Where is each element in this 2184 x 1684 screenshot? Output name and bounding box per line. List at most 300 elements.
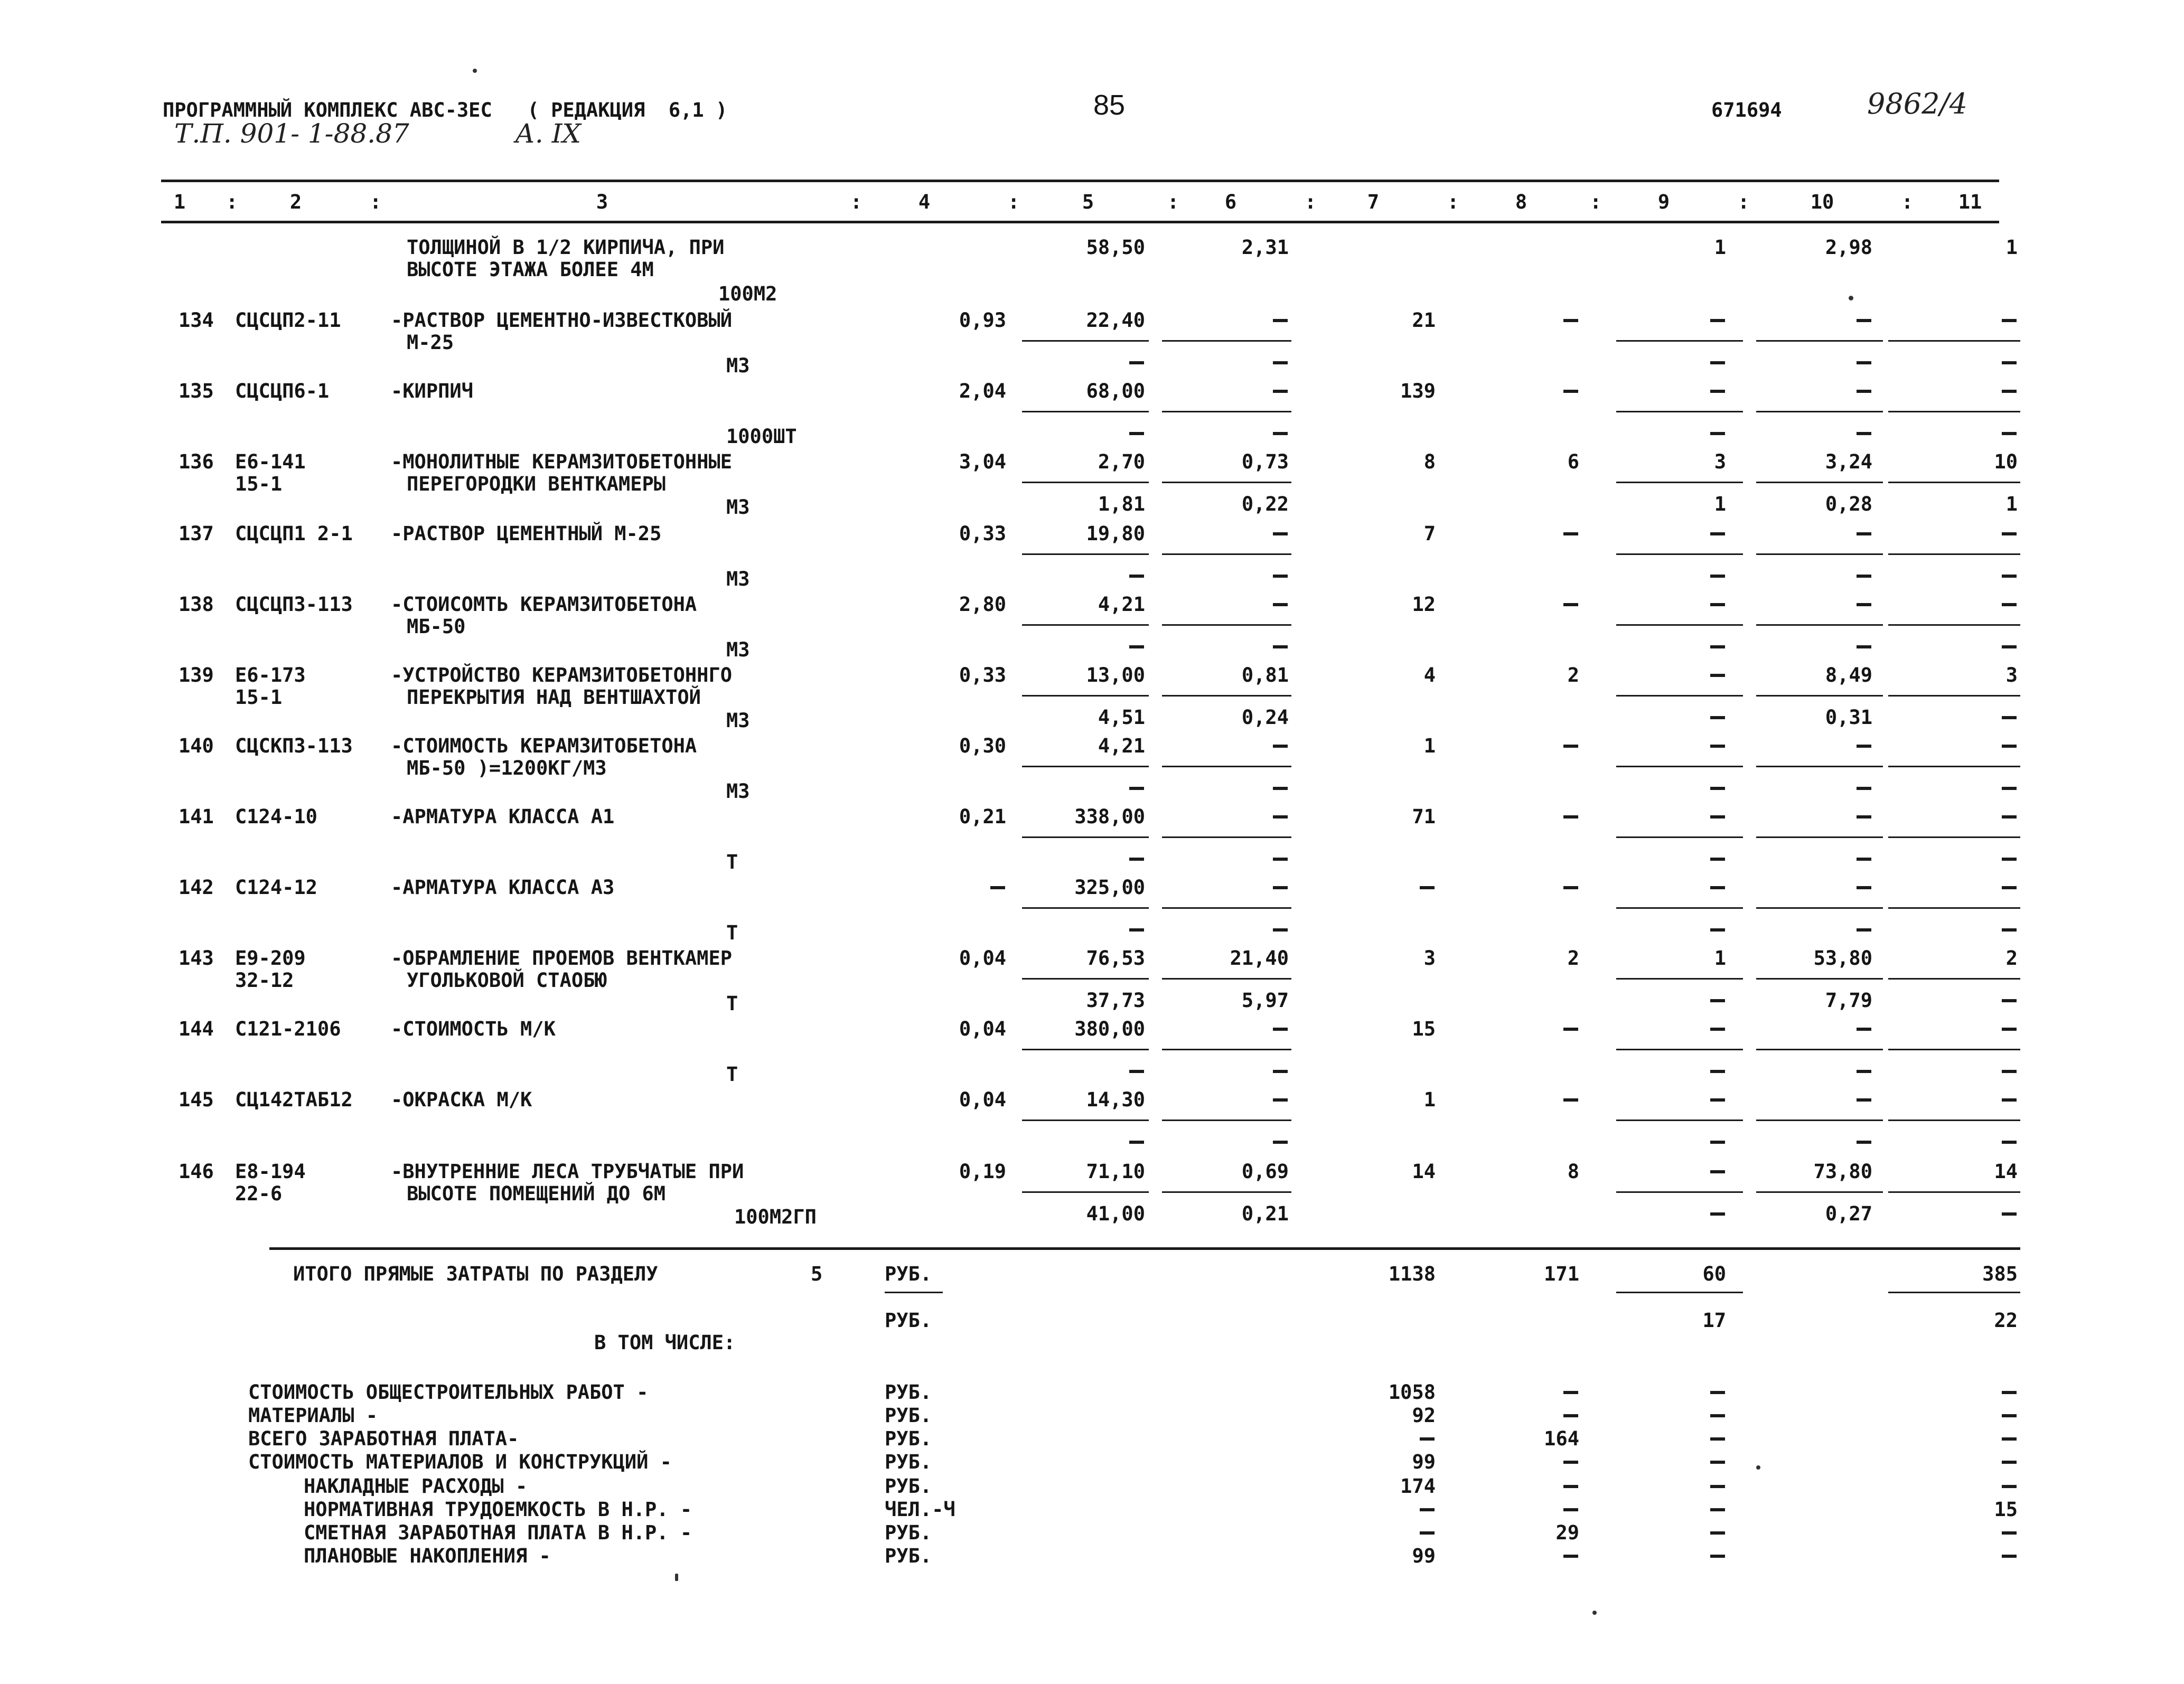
cell-underline [1756, 411, 1883, 412]
labor-col10-dash [1857, 390, 1871, 393]
breakdown-col9-dash [1710, 1508, 1725, 1511]
handwritten-album: А. IX [515, 118, 581, 149]
column-separator: : [226, 191, 238, 213]
labor-col11-dash [2002, 1028, 2017, 1031]
unit-operation-wages-dash [1273, 928, 1288, 932]
row-number: 143 [179, 947, 214, 970]
cell-underline [1756, 978, 1883, 980]
labor-col11-second: 1 [2005, 493, 2018, 515]
labor-col10-second: 7,79 [1825, 989, 1872, 1012]
labor-col9-dash [1710, 674, 1725, 677]
work-description: ПЕРЕКРЫТИЯ НАД ВЕНТШАХТОЙ [407, 686, 701, 709]
totals-col9: 60 [1702, 1263, 1726, 1285]
unit-cost: 4,21 [1098, 735, 1145, 757]
labor-col10-dash [1857, 886, 1871, 889]
total-operation-cost-dash [1563, 319, 1578, 322]
unit-cost-wages-dash [1129, 361, 1144, 364]
breakdown-col11-dash [2002, 1555, 2017, 1558]
cell-underline [1616, 624, 1743, 626]
unit-of-measure: Т [726, 851, 738, 873]
cell-underline [1616, 1049, 1743, 1050]
breakdown-col11: 15 [1994, 1498, 2018, 1521]
labor-col9-dash [1710, 886, 1725, 889]
rate-code: СЦСЦП3-113 [235, 593, 353, 616]
scan-speck [1592, 1611, 1597, 1615]
unit-of-measure: М3 [726, 354, 750, 377]
row-number: 141 [179, 805, 214, 828]
labor-col9: 1 [1714, 947, 1726, 970]
unit-cost-wages-dash [1129, 858, 1144, 861]
breakdown-col7: 99 [1412, 1451, 1436, 1473]
total-cost: 8 [1423, 450, 1436, 473]
column-number-8: 8 [1515, 191, 1527, 213]
work-description: -ВНУТРЕННИЕ ЛЕСА ТРУБЧАТЫЕ ПРИ [391, 1160, 744, 1183]
labor-col10-second-dash [1857, 787, 1871, 790]
work-description: -МОНОЛИТНЫЕ КЕРАМЗИТОБЕТОННЫЕ [391, 450, 733, 473]
labor-col9-second-dash [1710, 361, 1725, 364]
total-cost: 14 [1412, 1160, 1436, 1183]
labor-col9-dash [1710, 603, 1725, 606]
unit-operation-wages: 0,22 [1241, 493, 1289, 515]
column-number-10: 10 [1810, 191, 1834, 213]
total-cost: 15 [1412, 1018, 1436, 1040]
labor-col10-second: 0,27 [1825, 1202, 1872, 1225]
cell-underline [1022, 1191, 1149, 1193]
rate-code-sub: 22-6 [235, 1182, 283, 1205]
carry-over-col6: 2,31 [1241, 236, 1289, 259]
row-number: 134 [179, 309, 214, 332]
cell-underline [1756, 553, 1883, 555]
labor-col10-second-dash [1857, 928, 1871, 932]
breakdown-col8-dash [1563, 1461, 1578, 1464]
total-cost: 12 [1412, 593, 1436, 616]
carry-over-col5: 58,50 [1086, 236, 1145, 259]
totals-col11-second: 22 [1994, 1309, 2018, 1332]
cell-underline [1022, 1049, 1149, 1050]
cell-underline [1756, 836, 1883, 838]
unit-cost: 325,00 [1074, 876, 1145, 899]
cell-underline [1888, 1191, 2020, 1193]
breakdown-col8: 29 [1555, 1521, 1579, 1544]
total-operation-cost: 2 [1567, 664, 1579, 686]
unit-operation-wages-dash [1273, 645, 1288, 648]
breakdown-label: МАТЕРИАЛЫ - [248, 1404, 378, 1427]
cell-underline [1162, 1049, 1291, 1050]
breakdown-col7-dash [1420, 1437, 1435, 1441]
labor-col10-second-dash [1857, 858, 1871, 861]
column-number-6: 6 [1224, 191, 1237, 213]
breakdown-col9-dash [1710, 1414, 1725, 1417]
cell-underline [1756, 482, 1883, 483]
cell-underline [1616, 411, 1743, 412]
labor-col10-second-dash [1857, 1070, 1871, 1073]
work-description: -АРМАТУРА КЛАССА А3 [391, 876, 615, 899]
labor-col9-second-dash [1710, 858, 1725, 861]
labor-col9-second-dash [1710, 787, 1725, 790]
cell-underline [1616, 695, 1743, 697]
breakdown-unit: РУБ. [885, 1475, 932, 1498]
including-heading: В ТОМ ЧИСЛЕ: [594, 1331, 736, 1354]
totals-section: 5 [811, 1263, 823, 1285]
labor-col10-dash [1857, 745, 1871, 748]
cell-underline [1616, 836, 1743, 838]
labor-col9-second-dash [1710, 999, 1725, 1002]
carry-over-desc: ТОЛЩИНОЙ В 1/2 КИРПИЧА, ПРИ [407, 236, 725, 259]
work-description: -РАСТВОР ЦЕМЕНТНО-ИЗВЕСТКОВЫЙ [391, 309, 733, 332]
labor-col10: 73,80 [1813, 1160, 1872, 1183]
breakdown-col11-dash [2002, 1391, 2017, 1394]
breakdown-col7: 1058 [1388, 1381, 1436, 1404]
labor-col9-second-dash [1710, 645, 1725, 648]
labor-col9-dash [1710, 745, 1725, 748]
total-cost: 1 [1423, 735, 1436, 757]
cell-underline [1616, 553, 1743, 555]
rate-code: С121-2106 [235, 1018, 341, 1040]
unit-cost-wages: 1,81 [1098, 493, 1145, 515]
unit-cost: 76,53 [1086, 947, 1145, 970]
labor-col11: 14 [1994, 1160, 2018, 1183]
labor-col9-dash [1710, 1028, 1725, 1031]
rate-code: СЦСЦП2-11 [235, 309, 341, 332]
unit-of-measure: М3 [726, 496, 750, 519]
labor-col9-dash [1710, 815, 1725, 819]
cell-underline [1022, 907, 1149, 909]
work-description: -РАСТВОР ЦЕМЕНТНЫЙ М-25 [391, 522, 662, 545]
labor-col10-second-dash [1857, 575, 1871, 578]
breakdown-col7: 92 [1412, 1404, 1436, 1427]
total-operation-cost: 2 [1567, 947, 1579, 970]
breakdown-unit: РУБ. [885, 1521, 932, 1544]
cell-underline [1022, 340, 1149, 342]
unit-cost-wages: 37,73 [1086, 989, 1145, 1012]
quantity: 0,30 [959, 735, 1006, 757]
labor-col9-second: 1 [1714, 493, 1726, 515]
unit-cost: 14,30 [1086, 1088, 1145, 1111]
unit-operation-wages-dash [1273, 1070, 1288, 1073]
cell-underline [1162, 553, 1291, 555]
breakdown-col7-dash [1420, 1508, 1435, 1511]
carry-over-col11: 1 [2005, 236, 2018, 259]
total-cost: 3 [1423, 947, 1436, 970]
labor-col9-second-dash [1710, 1141, 1725, 1144]
total-operation-cost-dash [1563, 532, 1578, 535]
labor-col9-second-dash [1710, 928, 1725, 932]
cell-underline [1022, 1119, 1149, 1121]
breakdown-col11-dash [2002, 1437, 2017, 1441]
rate-code-sub: 32-12 [235, 969, 294, 992]
quantity: 0,93 [959, 309, 1006, 332]
rate-code: СЦСЦП6-1 [235, 380, 330, 402]
breakdown-label: СТОИМОСТЬ МАТЕРИАЛОВ И КОНСТРУКЦИЙ - [248, 1451, 672, 1473]
unit-operation-wages-dash [1273, 1141, 1288, 1144]
labor-col9-dash [1710, 319, 1725, 322]
cell-underline [1162, 482, 1291, 483]
labor-col9-second-dash [1710, 575, 1725, 578]
labor-col10-dash [1857, 532, 1871, 535]
cell-underline [1022, 836, 1149, 838]
unit-operation-cost-dash [1273, 390, 1288, 393]
unit-operation-cost-dash [1273, 1098, 1288, 1102]
total-operation-cost-dash [1563, 603, 1578, 606]
labor-col9-dash [1710, 1170, 1725, 1173]
cell-underline [1888, 482, 2020, 483]
unit-operation-cost-dash [1273, 319, 1288, 322]
total-cost: 1 [1423, 1088, 1436, 1111]
unit-operation-wages-dash [1273, 787, 1288, 790]
unit-of-measure: Т [726, 921, 738, 944]
rate-code: С124-12 [235, 876, 317, 899]
unit-cost: 2,70 [1098, 450, 1145, 473]
labor-col11-dash [2002, 1098, 2017, 1102]
unit-cost: 4,21 [1098, 593, 1145, 616]
breakdown-col7: 99 [1412, 1545, 1436, 1567]
cell-underline [1756, 340, 1883, 342]
cell-underline [1162, 1119, 1291, 1121]
cell-underline [1888, 907, 2020, 909]
breakdown-unit: ЧЕЛ.-Ч [885, 1498, 955, 1521]
labor-col11-second-dash [2002, 928, 2017, 932]
labor-col9: 3 [1714, 450, 1726, 473]
breakdown-col9-dash [1710, 1555, 1725, 1558]
labor-col10-second-dash [1857, 432, 1871, 435]
carry-over-col10: 2,98 [1825, 236, 1872, 259]
work-description: -АРМАТУРА КЛАССА А1 [391, 805, 615, 828]
unit-operation-cost: 0,69 [1241, 1160, 1289, 1183]
cell-underline [1022, 553, 1149, 555]
rate-code: С124-10 [235, 805, 317, 828]
breakdown-label: СТОИМОСТЬ ОБЩЕСТРОИТЕЛЬНЫХ РАБОТ - [248, 1381, 649, 1404]
quantity: 0,19 [959, 1160, 1006, 1183]
labor-col9-dash [1710, 390, 1725, 393]
totals-col7: 1138 [1388, 1263, 1436, 1285]
labor-col11-dash [2002, 319, 2017, 322]
cell-underline [1022, 766, 1149, 767]
unit-of-measure: М3 [726, 638, 750, 661]
labor-col10-dash [1857, 815, 1871, 819]
labor-col11-dash [2002, 532, 2017, 535]
rate-code-sub: 15-1 [235, 686, 283, 709]
cell-underline [1888, 411, 2020, 412]
column-number-4: 4 [918, 191, 931, 213]
cell-underline [1888, 1049, 2020, 1050]
labor-col11: 2 [2005, 947, 2018, 970]
row-number: 139 [179, 664, 214, 686]
labor-col11-second-dash [2002, 716, 2017, 719]
cell-underline [1616, 978, 1743, 980]
rate-code: Е6-141 [235, 450, 306, 473]
rate-code: СЦСЦП1 2-1 [235, 522, 353, 545]
rate-code: Е9-209 [235, 947, 306, 970]
totals-col9-second: 17 [1702, 1309, 1726, 1332]
cell-underline [1022, 978, 1149, 980]
column-number-7: 7 [1367, 191, 1380, 213]
cell-underline [1162, 340, 1291, 342]
column-separator: : [1305, 191, 1317, 213]
breakdown-col9-dash [1710, 1531, 1725, 1535]
cell-underline [1888, 553, 2020, 555]
total-operation-cost-dash [1563, 390, 1578, 393]
labor-col10-dash [1857, 1098, 1871, 1102]
column-separator: : [1590, 191, 1602, 213]
labor-col11-second-dash [2002, 858, 2017, 861]
labor-col11-second-dash [2002, 361, 2017, 364]
rate-code: Е6-173 [235, 664, 306, 686]
rate-code-sub: 15-1 [235, 473, 283, 495]
scan-speck [1849, 296, 1853, 300]
cell-underline [1616, 340, 1743, 342]
breakdown-col8: 164 [1544, 1427, 1579, 1450]
breakdown-label: СМЕТНАЯ ЗАРАБОТНАЯ ПЛАТА В Н.Р. - [304, 1521, 692, 1544]
unit-cost-wages: 41,00 [1086, 1202, 1145, 1225]
unit-cost-wages-dash [1129, 928, 1144, 932]
unit-cost: 380,00 [1074, 1018, 1145, 1040]
row-number: 144 [179, 1018, 214, 1040]
breakdown-label: НАКЛАДНЫЕ РАСХОДЫ - [304, 1475, 528, 1498]
work-description: -СТОИСОМТЬ КЕРАМЗИТОБЕТОНА [391, 593, 697, 616]
work-description: ВЫСОТЕ ПОМЕЩЕНИЙ ДО 6М [407, 1182, 666, 1205]
total-cost: 71 [1412, 805, 1436, 828]
cell-underline [1162, 411, 1291, 412]
labor-col11-second-dash [2002, 787, 2017, 790]
cell-underline [1888, 766, 2020, 767]
labor-col10-dash [1857, 319, 1871, 322]
total-operation-cost-dash [1563, 1098, 1578, 1102]
unit-cost: 19,80 [1086, 522, 1145, 545]
column-separator: : [1738, 191, 1750, 213]
unit-operation-cost-dash [1273, 886, 1288, 889]
cell-underline [1022, 482, 1149, 483]
breakdown-col8-dash [1563, 1391, 1578, 1394]
cell-underline [1888, 624, 2020, 626]
total-operation-cost: 6 [1567, 450, 1579, 473]
cell-underline [1616, 1119, 1743, 1121]
unit-cost-wages-dash [1129, 432, 1144, 435]
quantity: 2,80 [959, 593, 1006, 616]
unit-operation-wages: 5,97 [1241, 989, 1289, 1012]
program-header: ПРОГРАММНЫЙ КОМПЛЕКС АВС-ЗЕС ( РЕДАКЦИЯ 6,1 ) [163, 99, 728, 121]
rate-code: СЦ142ТАБ12 [235, 1088, 353, 1111]
breakdown-col11-dash [2002, 1485, 2017, 1488]
labor-col9-dash [1710, 532, 1725, 535]
unit-cost-wages-dash [1129, 1070, 1144, 1073]
unit-operation-cost-dash [1273, 815, 1288, 819]
quantity-dash [990, 886, 1005, 889]
labor-col11-dash [2002, 815, 2017, 819]
rate-code: СЦСКП3-113 [235, 735, 353, 757]
labor-col9-second-dash [1710, 716, 1725, 719]
labor-col10: 3,24 [1825, 450, 1872, 473]
unit-operation-cost: 21,40 [1230, 947, 1289, 970]
breakdown-unit: РУБ. [885, 1381, 932, 1404]
labor-col10-dash [1857, 1028, 1871, 1031]
breakdown-label: ВСЕГО ЗАРАБОТНАЯ ПЛАТА- [248, 1427, 519, 1450]
cell-underline [1616, 482, 1743, 483]
total-cost: 21 [1412, 309, 1436, 332]
quantity: 3,04 [959, 450, 1006, 473]
cell-underline [1022, 411, 1149, 412]
cell-underline [1162, 624, 1291, 626]
labor-col11: 3 [2005, 664, 2018, 686]
labor-col11: 10 [1994, 450, 2018, 473]
unit-cost: 338,00 [1074, 805, 1145, 828]
cell-underline [1756, 1191, 1883, 1193]
unit-operation-cost: 0,81 [1241, 664, 1289, 686]
rate-code: Е8-194 [235, 1160, 306, 1183]
cell-underline [1616, 1191, 1743, 1193]
scan-speck [473, 69, 477, 73]
work-description: М-25 [407, 331, 454, 354]
column-number-5: 5 [1082, 191, 1094, 213]
totals-unit-underline [885, 1292, 943, 1293]
cell-underline [1756, 695, 1883, 697]
totals-underline [1888, 1292, 2020, 1293]
labor-col9-dash [1710, 1098, 1725, 1102]
unit-of-measure: 100М2ГП [734, 1206, 817, 1228]
column-number-11: 11 [1958, 191, 1982, 213]
unit-cost-wages-dash [1129, 787, 1144, 790]
column-separator: : [1901, 191, 1914, 213]
total-operation-cost-dash [1563, 1028, 1578, 1031]
breakdown-col11-dash [2002, 1414, 2017, 1417]
work-description: -УСТРОЙСТВО КЕРАМЗИТОБЕТОННГО [391, 664, 733, 686]
work-description: ПЕРЕГОРОДКИ ВЕНТКАМЕРЫ [407, 473, 666, 495]
labor-col9-second-dash [1710, 1070, 1725, 1073]
labor-col11-second-dash [2002, 432, 2017, 435]
totals-unit: РУБ. [885, 1263, 932, 1285]
cell-underline [1022, 695, 1149, 697]
cell-underline [1756, 1119, 1883, 1121]
labor-col11-second-dash [2002, 575, 2017, 578]
totals-underline [1616, 1292, 1743, 1293]
row-number: 142 [179, 876, 214, 899]
unit-operation-wages: 0,21 [1241, 1202, 1289, 1225]
labor-col11-dash [2002, 603, 2017, 606]
unit-of-measure: Т [726, 1063, 738, 1086]
cell-underline [1888, 978, 2020, 980]
quantity: 0,04 [959, 1018, 1006, 1040]
unit-operation-wages-dash [1273, 361, 1288, 364]
cell-underline [1616, 766, 1743, 767]
breakdown-unit: РУБ. [885, 1404, 932, 1427]
labor-col10-second: 0,28 [1825, 493, 1872, 515]
unit-operation-cost: 0,73 [1241, 450, 1289, 473]
work-description: -КИРПИЧ [391, 380, 473, 402]
labor-col10-second-dash [1857, 1141, 1871, 1144]
labor-col11-second-dash [2002, 1070, 2017, 1073]
cell-underline [1756, 907, 1883, 909]
column-separator: : [850, 191, 863, 213]
column-separator: : [1447, 191, 1459, 213]
total-cost: 139 [1400, 380, 1436, 402]
quantity: 0,33 [959, 664, 1006, 686]
unit-operation-cost-dash [1273, 1028, 1288, 1031]
totals-col11: 385 [1982, 1263, 2018, 1285]
breakdown-col8-dash [1563, 1508, 1578, 1511]
cell-underline [1616, 907, 1743, 909]
table-bottom-rule [269, 1247, 2020, 1250]
labor-col10-second-dash [1857, 645, 1871, 648]
total-cost: 7 [1423, 522, 1436, 545]
cell-underline [1756, 766, 1883, 767]
row-number: 146 [179, 1160, 214, 1183]
totals-label: ИТОГО ПРЯМЫЕ ЗАТРАТЫ ПО РАЗДЕЛУ [293, 1263, 658, 1285]
unit-of-measure: М3 [726, 780, 750, 803]
cell-underline [1756, 624, 1883, 626]
work-description: -СТОИМОСТЬ КЕРАМЗИТОБЕТОНА [391, 735, 697, 757]
total-cost-dash [1420, 886, 1435, 889]
cell-underline [1162, 695, 1291, 697]
breakdown-col11-dash [2002, 1531, 2017, 1535]
